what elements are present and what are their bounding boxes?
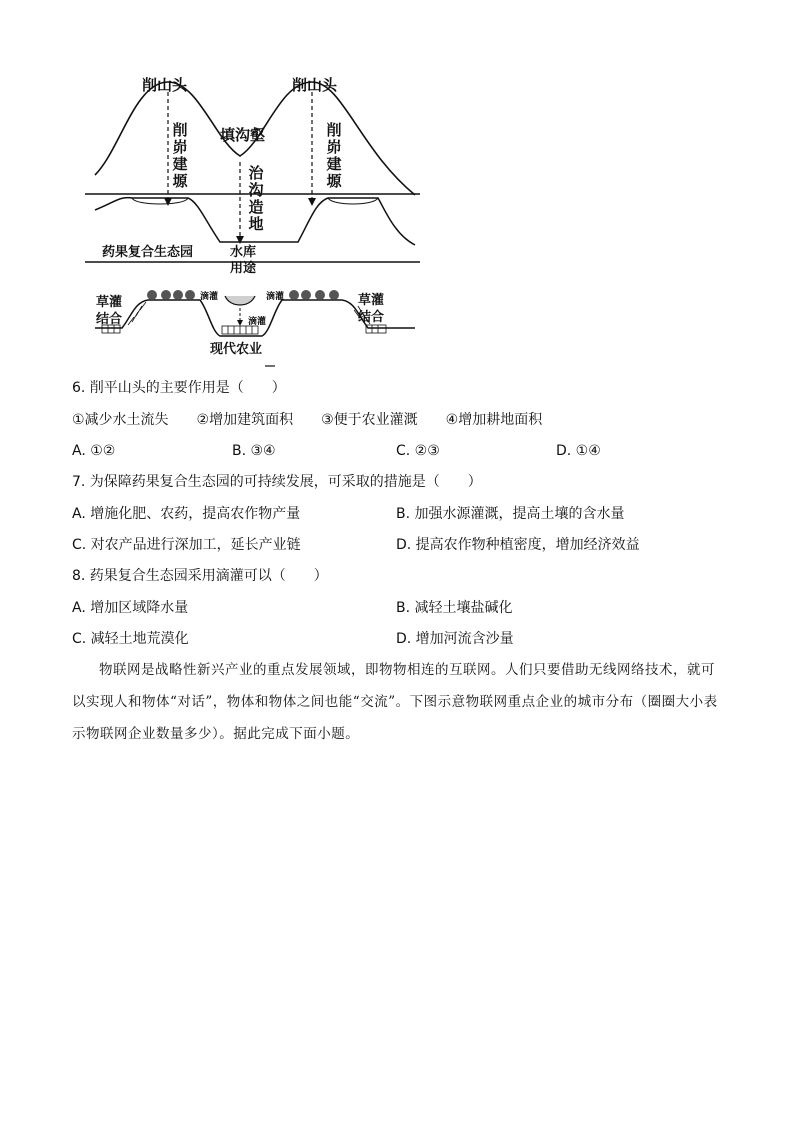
label-drip-2: 滴灌	[266, 292, 285, 302]
trees-left	[147, 290, 195, 300]
label-gully-land: 治沟造地	[248, 164, 264, 233]
question-6-option-c[interactable]: C. ②③	[396, 443, 440, 459]
question-8-stem: 8. 药果复合生态园采用滴灌可以（ ）	[72, 568, 328, 584]
question-8-option-d[interactable]: D. 增加河流含沙量	[396, 631, 514, 647]
label-cut-left: 削峁建塬	[172, 121, 188, 190]
label-peak-left: 削山头	[142, 76, 188, 94]
label-grass-left: 草灌结合	[96, 295, 123, 327]
question-6-option-a[interactable]: A. ①②	[72, 443, 116, 459]
question-7-option-a[interactable]: A. 增施化肥、农药，提高农作物产量	[72, 506, 301, 522]
question-7-option-c[interactable]: C. 对农产品进行深加工，延长产业链	[72, 537, 301, 553]
question-6-option-b[interactable]: B. ③④	[232, 443, 276, 459]
question-6-stem: 6. 削平山头的主要作用是（ ）	[72, 380, 286, 396]
passage-text: 物联网是战略性新兴产业的重点发展领域，即物物相连的互联网。人们只要借助无线网络技术，就可以实现人和物体“对话”，物体和物体之间也能“交流”。下图示意物联网重点企业的城市分布（圈圈大小表示物联网企业数量多少）。据此完成下面小题。	[72, 662, 718, 742]
label-grass-right: 草灌结合	[358, 293, 385, 325]
label-reservoir: 水库用途	[229, 245, 256, 276]
arrowhead	[164, 198, 172, 206]
question-8-option-a[interactable]: A. 增加区域降水量	[72, 600, 189, 616]
arrowhead	[308, 198, 316, 206]
label-modern-agri: 现代农业	[210, 342, 263, 357]
label-cut-right: 削峁建塬	[326, 121, 342, 190]
arrowhead	[237, 320, 243, 326]
reading-passage	[72, 654, 720, 750]
question-6-statements: ①减少水土流失 ②增加建筑面积 ③便于农业灌溉 ④增加耕地面积	[72, 412, 543, 428]
terrain-diagram	[80, 70, 430, 370]
question-8-option-b[interactable]: B. 减轻土壤盐碱化	[396, 600, 513, 616]
question-6-option-d[interactable]: D. ①④	[556, 443, 601, 459]
label-peak-right: 削山头	[292, 76, 338, 94]
label-drip-1: 滴灌	[200, 292, 219, 302]
label-eco-park: 药果复合生态园	[102, 245, 194, 260]
question-8-option-c[interactable]: C. 减轻土地荒漠化	[72, 631, 189, 647]
label-drip-3: 滴灌	[248, 317, 267, 327]
question-7-option-d[interactable]: D. 提高农作物种植密度，增加经济效益	[396, 537, 640, 553]
plateau-left	[132, 198, 188, 204]
plateau-right	[328, 198, 378, 204]
trees-right	[289, 290, 339, 300]
question-7-option-b[interactable]: B. 加强水源灌溉，提高土壤的含水量	[396, 506, 625, 522]
question-7-stem: 7. 为保障药果复合生态园的可持续发展，可采取的措施是（ ）	[72, 474, 482, 490]
arrowhead	[236, 236, 244, 244]
greenhouse-grid	[102, 325, 386, 334]
label-fill-gully: 填沟壑	[220, 126, 266, 144]
reservoir-shape	[225, 296, 255, 305]
